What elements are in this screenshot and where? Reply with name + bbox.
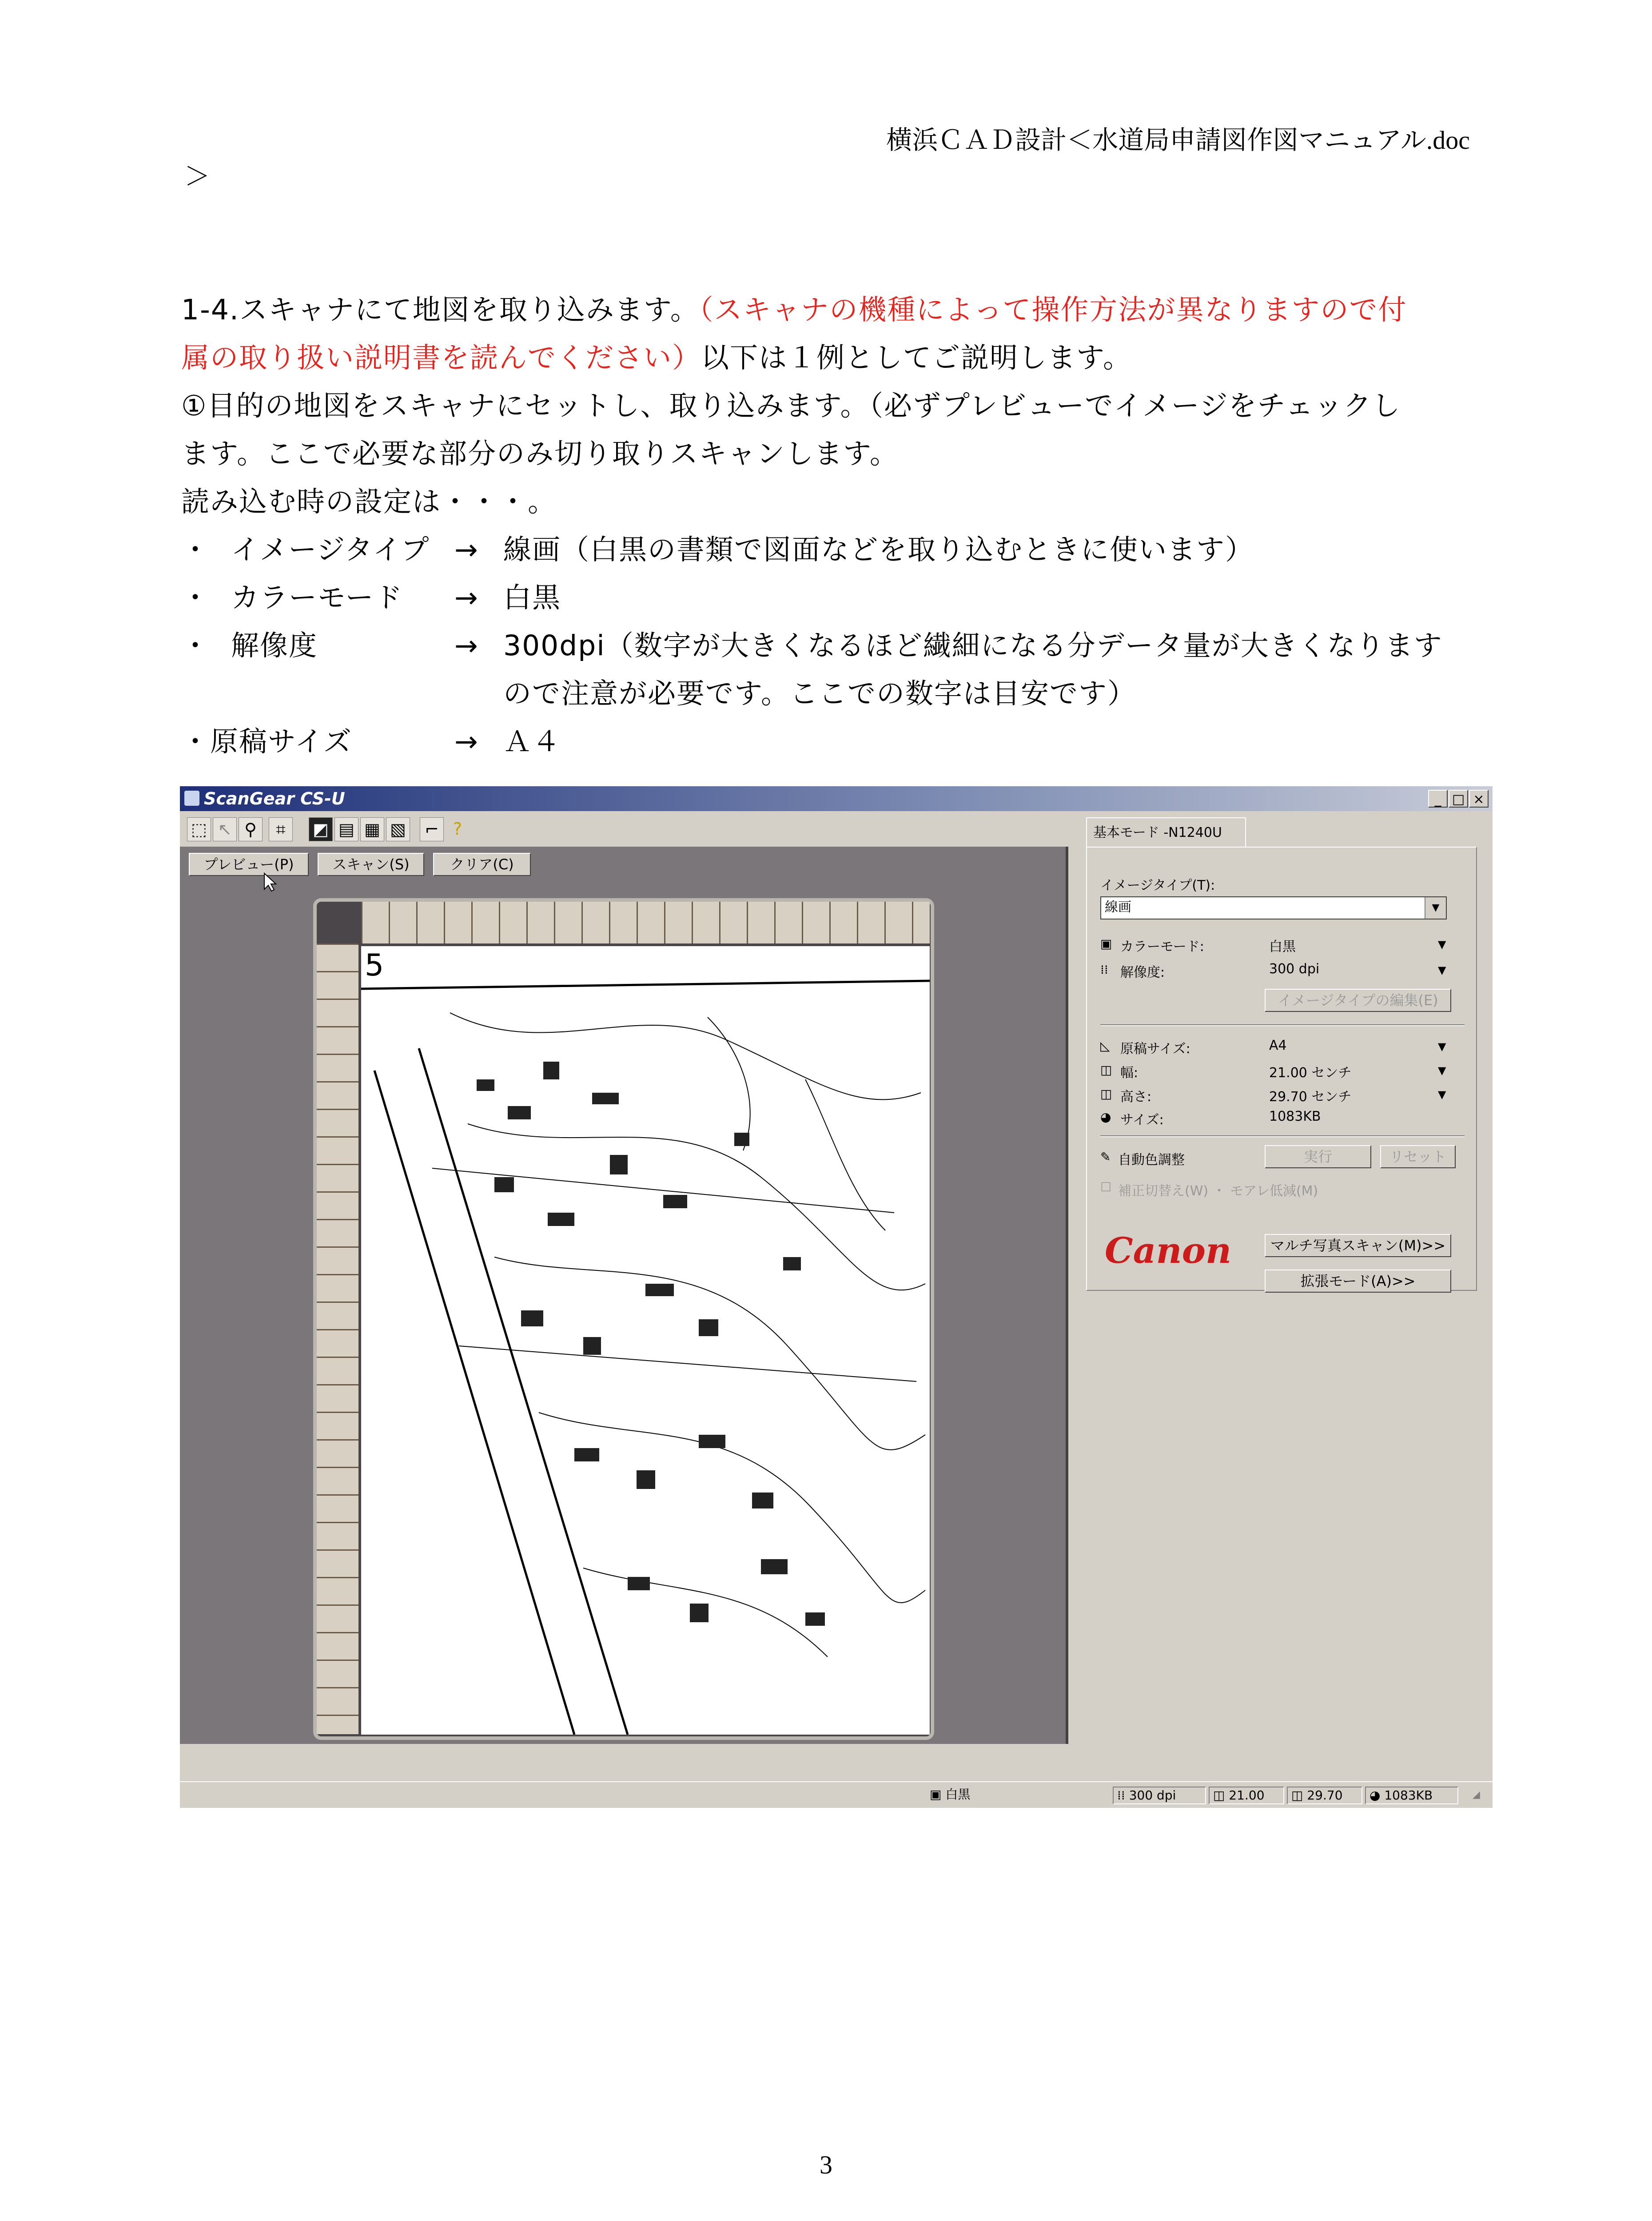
bullet: ・ xyxy=(181,581,210,614)
minimize-button[interactable]: _ xyxy=(1428,790,1448,808)
chevron-down-icon[interactable]: ▼ xyxy=(1438,938,1446,951)
page-icon[interactable]: ▤ xyxy=(334,817,358,841)
document-header-title: 横浜ＣＡＤ設計＜水道局申請図作図マニュアル.doc xyxy=(886,126,1470,155)
arrow: → xyxy=(454,581,479,614)
scangear-window-screenshot xyxy=(180,786,1493,1808)
image-type-label: イメージタイプ(T): xyxy=(1100,878,1215,893)
paper-size-value[interactable]: A4 xyxy=(1269,1038,1287,1053)
edit-image-type-button[interactable]: イメージタイプの編集(E) xyxy=(1265,989,1451,1012)
bullet: ・ xyxy=(181,533,210,566)
pointer-icon[interactable]: ↖ xyxy=(213,817,237,841)
setting-value: 300dpi（数字が大きくなるほど繊細になる分データ量が大きくなります xyxy=(503,629,1443,662)
help-icon[interactable]: ? xyxy=(453,819,462,839)
map-drawing xyxy=(361,946,930,1735)
chevron-down-icon: ▼ xyxy=(1425,897,1446,919)
advanced-mode-button[interactable]: 拡張モード(A)>> xyxy=(1265,1270,1451,1293)
status-width: ◫ 21.00 xyxy=(1209,1787,1284,1804)
left-ruler xyxy=(317,943,358,1734)
status-mode-text: 白黒 xyxy=(945,1787,971,1802)
preview-map-image xyxy=(361,946,930,1735)
body-line-2 xyxy=(181,337,1132,379)
chevron-down-icon[interactable]: ▼ xyxy=(1438,1088,1446,1101)
warning-text-2: 属の取り扱い説明書を読んでください） xyxy=(181,342,701,374)
setting-value: 線画（白黒の書類で図面などを取り込むときに使います） xyxy=(503,533,1254,566)
zoom-icon[interactable]: ⚲ xyxy=(239,817,263,841)
status-color-mode: ▣ 白黒 xyxy=(930,1787,971,1802)
clear-button[interactable]: クリア(C) xyxy=(433,853,531,876)
correction-checkbox-label: 補正切替え(W) ・ モアレ低減(M) xyxy=(1118,1183,1318,1199)
preview-area xyxy=(180,847,1068,1744)
height-value[interactable]: 29.70 センチ xyxy=(1269,1089,1352,1105)
invert-icon[interactable]: ◩ xyxy=(309,817,333,841)
size-value: 1083KB xyxy=(1269,1109,1321,1124)
setting-name: カラーモード xyxy=(231,581,403,614)
separator xyxy=(1100,1024,1465,1026)
checkbox-icon[interactable]: ☐ xyxy=(1100,1180,1112,1194)
body-line-5: 読み込む時の設定は・・・。 xyxy=(181,486,557,518)
color-mode-icon: ▣ xyxy=(1100,936,1112,951)
file-size-icon: ◕ xyxy=(1100,1110,1111,1124)
multi-photo-scan-button[interactable]: マルチ写真スキャン(M)>> xyxy=(1265,1234,1451,1257)
size-label: サイズ: xyxy=(1120,1112,1164,1128)
arrow: → xyxy=(454,629,479,662)
status-height: ◫ 29.70 xyxy=(1287,1787,1362,1804)
auto-adjust-icon: ✎ xyxy=(1100,1150,1111,1164)
width-value[interactable]: 21.00 センチ xyxy=(1269,1065,1352,1081)
title-bar xyxy=(180,786,1493,811)
body-line-1 xyxy=(181,289,1407,331)
toolbar xyxy=(180,811,1068,847)
body-line-3: ①目的の地図をスキャナにセットし、取り込みます。（必ずプレビューでイメージをチェックし xyxy=(181,390,1401,422)
status-width-text: 21.00 xyxy=(1229,1788,1265,1803)
resize-grip-icon[interactable]: ◢ xyxy=(1473,1789,1480,1800)
arrow: → xyxy=(454,725,479,758)
setting-value: ので注意が必要です。ここでの数字は目安です） xyxy=(503,677,1136,710)
status-dpi-text: 300 dpi xyxy=(1129,1788,1176,1803)
resolution-value[interactable]: 300 dpi xyxy=(1269,961,1320,977)
status-size-text: 1083KB xyxy=(1384,1788,1433,1803)
reset-button[interactable]: リセット xyxy=(1380,1145,1456,1168)
chevron-down-icon[interactable]: ▼ xyxy=(1438,1040,1446,1053)
color-mode-label: カラーモード: xyxy=(1120,939,1204,955)
height-label: 高さ: xyxy=(1120,1089,1152,1105)
basic-mode-panel xyxy=(1086,847,1477,1291)
resolution-icon: ⁞⁞ xyxy=(1100,962,1108,977)
chevron-down-icon[interactable]: ▼ xyxy=(1438,964,1446,976)
status-height-text: 29.70 xyxy=(1307,1788,1343,1803)
auto-adjust-label: 自動色調整 xyxy=(1118,1152,1185,1168)
window-title: ScanGear CS-U xyxy=(204,789,345,808)
header-bracket: ＞ xyxy=(184,162,211,191)
resolution-label: 解像度: xyxy=(1120,965,1165,980)
setting-value: 白黒 xyxy=(503,581,561,614)
map-sheet-number: 5 xyxy=(365,948,384,983)
select-icon[interactable]: ⬚ xyxy=(187,817,211,841)
separator xyxy=(1100,1135,1465,1137)
example-note: 以下は１例としてご説明します。 xyxy=(701,342,1132,374)
bullet: ・ xyxy=(181,629,210,662)
section-title: 1-4.スキャナにて地図を取り込みます。 xyxy=(181,294,699,326)
setting-name: 解像度 xyxy=(231,629,318,662)
image-type-select[interactable] xyxy=(1100,896,1447,919)
crop-icon[interactable]: ⌗ xyxy=(269,817,293,841)
setting-value: Ａ４ xyxy=(503,725,561,758)
close-button[interactable]: × xyxy=(1469,790,1489,808)
page-number: 3 xyxy=(820,2150,832,2179)
paper-size-icon: ◺ xyxy=(1100,1039,1110,1053)
top-ruler xyxy=(361,902,930,943)
body-line-4: ます。ここで必要な部分のみ切り取りスキャンします。 xyxy=(181,438,899,470)
status-bar xyxy=(180,1781,1493,1808)
page3-icon[interactable]: ▧ xyxy=(386,817,410,841)
arrow: → xyxy=(454,533,479,566)
scan-button[interactable]: スキャン(S) xyxy=(318,853,424,876)
preview-button[interactable]: プレビュー(P) xyxy=(189,853,309,876)
height-icon: ◫ xyxy=(1100,1087,1112,1101)
settings-panel xyxy=(1077,817,1477,1728)
warning-text-1: （スキャナの機種によって操作方法が異なりますので付 xyxy=(699,294,1407,326)
setting-name: ・原稿サイズ xyxy=(181,725,352,758)
page2-icon[interactable]: ▦ xyxy=(360,817,384,841)
canon-logo: Canon xyxy=(1105,1230,1232,1271)
preview-frame xyxy=(313,898,934,1740)
mouse-cursor-icon xyxy=(263,872,277,892)
setting-name: イメージタイプ xyxy=(231,533,430,566)
width-label: 幅: xyxy=(1120,1065,1138,1081)
rotate-icon[interactable]: ⌐ xyxy=(420,817,444,841)
maximize-button[interactable]: □ xyxy=(1449,790,1468,808)
status-size: ◕ 1083KB xyxy=(1365,1787,1458,1804)
width-icon: ◫ xyxy=(1100,1063,1112,1077)
paper-size-label: 原稿サイズ: xyxy=(1120,1041,1190,1057)
image-type-value: 線画 xyxy=(1105,900,1131,915)
status-dpi: ⁞⁞ 300 dpi xyxy=(1113,1787,1206,1804)
tab-basic-mode[interactable]: 基本モード -N1240U xyxy=(1086,817,1246,847)
app-icon xyxy=(184,791,199,806)
color-mode-value[interactable]: 白黒 xyxy=(1269,939,1296,955)
chevron-down-icon[interactable]: ▼ xyxy=(1438,1064,1446,1077)
execute-button[interactable]: 実行 xyxy=(1265,1145,1371,1168)
